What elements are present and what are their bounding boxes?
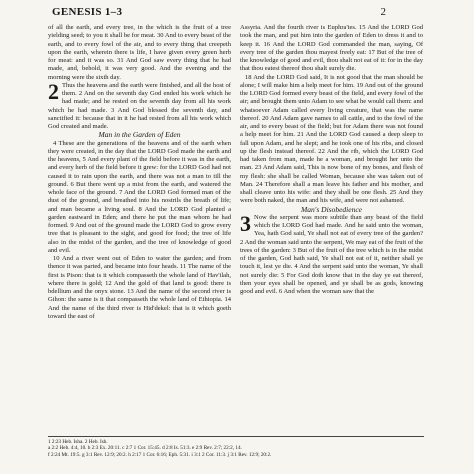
verse-paragraph: Thus the heavens and the earth were finished, and all the host of them. 2 And on the seventh day God ended his work which he had made; and he rested on the seventh day from all his work which he had made. 3 And God blessed the seventh day, and sanctified it: because that in it he had rested from all his work which God created and made. (48, 81, 231, 130)
chapter-3-opening (240, 210, 423, 297)
footnote-line: a 2:2 Heb. 4:4, 10. b 2:3 Ex. 20:11. c 2:7 1 Cor. 15:45. d 2:8 Is. 51:3. e 2:9 Rev. 2:7; 22:2, 14. (48, 445, 242, 452)
page-header (52, 6, 386, 20)
section-heading: Man's Disobedience (301, 204, 362, 214)
verse-paragraph: 4 These are the generations of the heavens and of the earth when they were created, in the day that the LORD God made the earth and the heavens, 5 And every plant of the field before it was in the earth, and every herb of the field before it grew: for the LORD God had not caused it to rain upon the earth, and there was not a man to till the ground. 6 But there went up a mist from the earth, and watered the whole face of the ground. 7 And the LORD God formed man of the dust of the ground, and breathed into his nostrils the breath of life; and man became a living soul. 8 And the LORD God planted a garden eastward in Eden; and there he put the man whom he had formed. 9 And out of the ground made the LORD God to grow every tree that is pleasant to the sight, and good for food; the tree of life also in the midst of the garden, and the tree of knowledge of good and evil. (48, 139, 231, 254)
page-number: 2 (380, 6, 386, 18)
verse-paragraph: 18 And the LORD God said, It is not good that the man should be alone; I will make him a help meet for him. 19 And out of the ground the LORD God formed every beast of the field, and every fowl of the air; and brought them unto Adam to see what he would call them: and whatsoever Adam called every living creature, that was the name thereof. 20 And Adam gave names to all cattle, and to the fowl of the air, and to every beast of the field; but for Adam there was not found a help meet for him. 21 And the LORD God caused a deep sleep to fall upon Adam, and he slept; and he took one of his ribs, and closed up the flesh instead thereof. 22 And the rib, which the LORD God had taken from man, made he a woman, and brought her unto the man. 23 And Adam said, This is now bone of my bones, and flesh of my flesh: she shall be called Woman, because she was taken out of Man. 24 Therefore shall a man leave his father and his mother, and shall cleave unto his wife: and they shall be one flesh. 25 And they were both naked, the man and his wife, and were not ashamed. (240, 73, 423, 205)
chapter-number: 2 (48, 78, 59, 104)
verse-paragraph: Assyria. And the fourth river is Euphra'tes. 15 And the LORD God took the man, and put him into the garden of Eden to dress it and to keep it. 16 And the LORD God commanded the man, saying, Of every tree of the garden thou mayest freely eat: 17 But of the tree of the knowledge of good and evil, thou shalt not eat of it: for in the day that thou eatest thereof thou shalt surely die. (240, 24, 423, 73)
footnotes (48, 436, 424, 458)
verse-paragraph: 10 And a river went out of Eden to water the garden; and from thence it was parted, and became into four heads. 11 The name of the first is Pison: that is it which compasseth the whole land of Hav'ilah, where there is gold; 12 And the gold of that land is good: there is bdellium and the onyx stone. 13 And the name of the second river is Gihon: the same is it that compasseth the whole land of Ethiopia. 14 And the name of the third river is Hid'dekel: that is it which goeth toward the east of (48, 255, 231, 320)
right-column (240, 24, 423, 296)
chapter-2-opening (48, 78, 231, 132)
footnote-line: 1 2:23 Heb. Isha. 2 Heb. Ish. (48, 439, 108, 445)
section-heading: Man in the Garden of Eden (98, 130, 181, 140)
verse-paragraph: of all the earth, and every tree, in the which is the fruit of a tree yielding seed; to you it shall be for meat. 30 And to every beast of the earth, and to every fowl of the air, and to every thing that creepeth upon the earth, wherein there is life, I have given every green herb for meat: and it was so. 31 And God saw every thing that he had made, and, behold, it was very good. And the evening and the morning were the sixth day. (48, 24, 231, 81)
footnote-line: f 2:24 Mt. 19:5. g 3:1 Rev. 12:9; 20:2. h 2:17 1 Cor. 6:16; Eph. 5:31. i 3:1 2 Cor. 11:3. j 3:1 Rev. 12:9; 20:2. (48, 451, 272, 458)
left-column (48, 24, 231, 321)
verse-paragraph: Now the serpent was more subtile than any beast of the field which the LORD God had made. And he said unto the woman, Yea, hath God said, Ye shall not eat of every tree of the garden? 2 And the woman said unto the serpent, We may eat of the fruit of the trees of the garden: 3 But of the fruit of the tree which is in the midst of the garden, God hath said, Ye shall not eat of it, neither shall ye touch it, lest ye die. 4 And the serpent said unto the woman, Ye shall not surely die: 5 For God doth know that in the day ye eat thereof, then your eyes shall be opened, and ye shall be as gods, knowing good and evil. 6 And when the woman saw that the (240, 213, 423, 295)
chapter-number: 3 (240, 210, 251, 236)
running-head: GENESIS 1–3 (52, 6, 123, 18)
